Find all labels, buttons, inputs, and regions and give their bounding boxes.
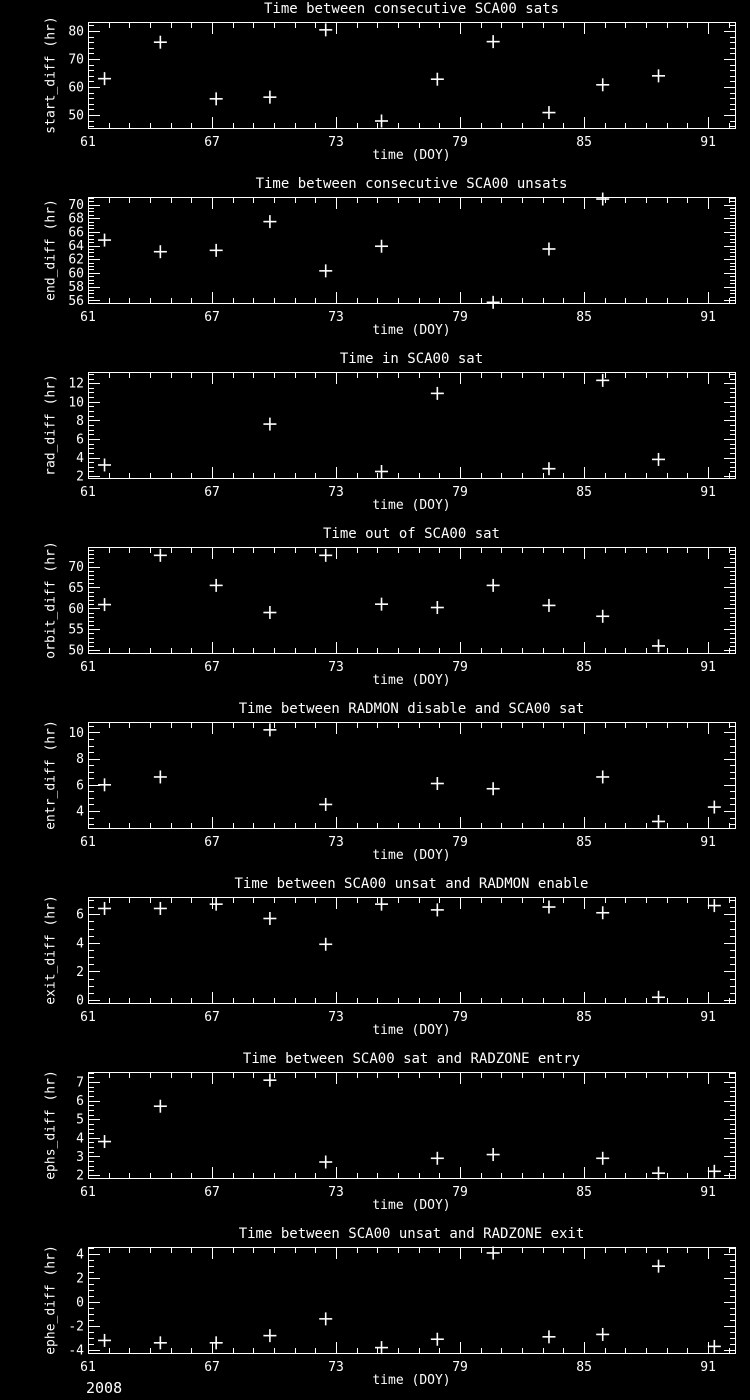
svg-text:67: 67 [204, 485, 220, 500]
x-axis-label: time (DOY) [372, 673, 451, 688]
svg-text:85: 85 [576, 1360, 592, 1375]
svg-text:10: 10 [68, 725, 84, 741]
data-point-marker [263, 91, 276, 104]
svg-text:85: 85 [576, 835, 592, 850]
data-points [98, 723, 721, 828]
data-point-marker [98, 458, 111, 471]
svg-text:64: 64 [68, 239, 84, 255]
plot-title: Time between SCA00 unsat and RADMON enable [234, 876, 589, 892]
svg-text:67: 67 [204, 1360, 220, 1375]
svg-text:79: 79 [452, 1185, 468, 1200]
data-point-marker [431, 1152, 444, 1165]
svg-text:61: 61 [80, 310, 96, 325]
svg-text:61: 61 [80, 135, 96, 150]
plot-block-ephs-diff [0, 1050, 750, 1225]
svg-text:73: 73 [328, 1185, 344, 1200]
data-point-marker [596, 770, 609, 783]
svg-text:4: 4 [76, 1247, 84, 1263]
tick-labels [68, 198, 716, 325]
axis-ticks [89, 1073, 736, 1178]
data-point-marker [319, 798, 332, 811]
data-point-marker [596, 193, 609, 206]
data-point-marker [431, 903, 444, 916]
data-point-marker [542, 901, 555, 914]
svg-text:79: 79 [452, 485, 468, 500]
svg-text:79: 79 [452, 1010, 468, 1025]
svg-text:61: 61 [80, 1360, 96, 1375]
svg-text:8: 8 [76, 752, 84, 768]
svg-text:60: 60 [68, 266, 84, 282]
svg-text:5: 5 [76, 1112, 84, 1128]
x-axis-label: time (DOY) [372, 498, 451, 513]
data-points [98, 1074, 721, 1180]
data-point-marker [210, 579, 223, 592]
data-point-marker [98, 902, 111, 915]
svg-text:91: 91 [700, 835, 716, 850]
data-point-marker [263, 1329, 276, 1342]
data-point-marker [210, 1336, 223, 1349]
svg-text:73: 73 [328, 835, 344, 850]
axes-frame [89, 548, 736, 654]
svg-text:10: 10 [68, 395, 84, 411]
svg-text:2: 2 [76, 964, 84, 980]
plot-block-entr-diff [0, 700, 750, 875]
data-point-marker [154, 549, 167, 562]
data-point-marker [652, 815, 665, 828]
plot-block-orbit-diff [0, 525, 750, 700]
svg-text:62: 62 [68, 252, 84, 268]
svg-text:58: 58 [68, 280, 84, 296]
plot-title: Time between consecutive SCA00 sats [263, 1, 559, 17]
svg-text:79: 79 [452, 660, 468, 675]
svg-text:70: 70 [68, 198, 84, 214]
axes-frame [89, 1073, 736, 1179]
data-point-marker [708, 1165, 721, 1178]
data-point-marker [375, 1341, 388, 1354]
svg-text:50: 50 [68, 108, 84, 124]
data-points [98, 193, 609, 309]
svg-text:-2: -2 [68, 1319, 84, 1335]
data-point-marker [98, 234, 111, 247]
x-axis-label: time (DOY) [372, 1023, 451, 1038]
svg-text:91: 91 [700, 310, 716, 325]
axis-ticks [89, 1248, 736, 1353]
data-point-marker [319, 23, 332, 36]
svg-text:67: 67 [204, 1010, 220, 1025]
svg-text:0: 0 [76, 993, 84, 1009]
data-point-marker [542, 599, 555, 612]
data-point-marker [98, 778, 111, 791]
data-point-marker [542, 1330, 555, 1343]
plot-title: Time between SCA00 unsat and RADZONE exit [238, 1226, 585, 1242]
svg-text:65: 65 [68, 580, 84, 596]
svg-text:60: 60 [68, 80, 84, 96]
plot-title: Time in SCA00 sat [339, 351, 484, 367]
svg-text:6: 6 [76, 907, 84, 923]
svg-text:79: 79 [452, 310, 468, 325]
data-point-marker [98, 72, 111, 85]
svg-text:4: 4 [76, 1131, 84, 1147]
x-axis-label: time (DOY) [372, 1198, 451, 1213]
axes-frame [89, 898, 736, 1004]
svg-text:55: 55 [68, 622, 84, 638]
svg-text:73: 73 [328, 485, 344, 500]
svg-text:61: 61 [80, 835, 96, 850]
data-point-marker [319, 264, 332, 277]
data-point-marker [596, 78, 609, 91]
svg-text:70: 70 [68, 560, 84, 576]
y-axis-label: exit_diff (hr) [43, 895, 59, 1005]
tick-labels [68, 1248, 716, 1375]
data-point-marker [487, 579, 500, 592]
svg-text:70: 70 [68, 52, 84, 68]
tick-labels [68, 24, 716, 150]
svg-text:91: 91 [700, 660, 716, 675]
axis-ticks [89, 723, 736, 828]
data-point-marker [708, 801, 721, 814]
data-points [98, 549, 665, 653]
x-axis-label: time (DOY) [372, 323, 451, 338]
data-point-marker [431, 73, 444, 86]
data-point-marker [652, 69, 665, 82]
svg-text:73: 73 [328, 1010, 344, 1025]
y-axis-label: rad_diff (hr) [43, 374, 59, 476]
plot-block-exit-diff [0, 875, 750, 1050]
plot-title: Time between SCA00 sat and RADZONE entry [242, 1051, 581, 1067]
data-point-marker [375, 114, 388, 127]
data-point-marker [263, 912, 276, 925]
data-point-marker [319, 1312, 332, 1325]
svg-text:85: 85 [576, 1010, 592, 1025]
svg-text:7: 7 [76, 1075, 84, 1091]
svg-text:8: 8 [76, 413, 84, 429]
svg-text:3: 3 [76, 1149, 84, 1165]
plot-title: Time between RADMON disable and SCA00 sat [238, 701, 585, 717]
data-point-marker [375, 598, 388, 611]
svg-text:0: 0 [76, 1295, 84, 1311]
svg-text:85: 85 [576, 310, 592, 325]
plot-block-end-diff [0, 175, 750, 350]
svg-text:61: 61 [80, 1185, 96, 1200]
svg-text:85: 85 [576, 485, 592, 500]
svg-text:85: 85 [576, 1185, 592, 1200]
svg-text:79: 79 [452, 135, 468, 150]
y-axis-label: entr_diff (hr) [43, 720, 59, 830]
axes-frame [89, 23, 736, 129]
data-point-marker [210, 92, 223, 105]
data-point-marker [154, 770, 167, 783]
data-point-marker [154, 36, 167, 49]
plot-title: Time between consecutive SCA00 unsats [255, 176, 568, 192]
data-point-marker [98, 1135, 111, 1148]
svg-text:4: 4 [76, 936, 84, 952]
data-point-marker [487, 1148, 500, 1161]
svg-text:91: 91 [700, 485, 716, 500]
x-axis-label: time (DOY) [372, 848, 451, 863]
data-point-marker [210, 898, 223, 911]
y-axis-label: orbit_diff (hr) [43, 541, 59, 659]
svg-text:2: 2 [76, 469, 84, 485]
svg-text:80: 80 [68, 24, 84, 40]
data-point-marker [154, 902, 167, 915]
data-point-marker [431, 601, 444, 614]
svg-text:56: 56 [68, 293, 84, 309]
data-point-marker [708, 1340, 721, 1353]
data-point-marker [431, 1333, 444, 1346]
data-point-marker [652, 1167, 665, 1180]
svg-text:-4: -4 [68, 1343, 84, 1359]
svg-text:67: 67 [204, 310, 220, 325]
data-point-marker [596, 374, 609, 387]
data-point-marker [431, 387, 444, 400]
data-points [98, 1246, 721, 1354]
data-point-marker [154, 245, 167, 258]
y-axis-label: ephe_diff (hr) [43, 1245, 59, 1355]
svg-text:12: 12 [68, 376, 84, 392]
data-point-marker [154, 1336, 167, 1349]
data-point-marker [319, 549, 332, 562]
plot-block-start-diff [0, 0, 750, 175]
svg-text:67: 67 [204, 660, 220, 675]
data-point-marker [319, 938, 332, 951]
data-point-marker [652, 639, 665, 652]
axis-ticks [89, 373, 736, 478]
data-point-marker [652, 991, 665, 1004]
y-axis-label: ephs_diff (hr) [43, 1070, 59, 1180]
data-point-marker [596, 1152, 609, 1165]
svg-text:73: 73 [328, 660, 344, 675]
svg-text:85: 85 [576, 135, 592, 150]
data-point-marker [98, 598, 111, 611]
svg-text:61: 61 [80, 1010, 96, 1025]
svg-text:73: 73 [328, 1360, 344, 1375]
data-point-marker [431, 777, 444, 790]
data-point-marker [154, 1100, 167, 1113]
x-axis-label: time (DOY) [372, 148, 451, 163]
tick-labels [68, 377, 716, 500]
axis-ticks [89, 898, 736, 1003]
svg-text:91: 91 [700, 1010, 716, 1025]
data-point-marker [487, 296, 500, 309]
tick-labels [76, 1076, 716, 1200]
svg-text:91: 91 [700, 1360, 716, 1375]
data-point-marker [708, 899, 721, 912]
svg-text:2: 2 [76, 1168, 84, 1184]
data-point-marker [487, 1246, 500, 1259]
svg-text:67: 67 [204, 835, 220, 850]
data-point-marker [210, 244, 223, 257]
tick-labels [68, 726, 716, 850]
data-point-marker [375, 465, 388, 478]
axes-frame [89, 373, 736, 479]
axes-frame [89, 198, 736, 304]
data-point-marker [652, 453, 665, 466]
svg-text:6: 6 [76, 432, 84, 448]
svg-text:66: 66 [68, 225, 84, 241]
axes-frame [89, 723, 736, 829]
x-axis-label: time (DOY) [372, 1373, 451, 1388]
svg-text:68: 68 [68, 211, 84, 227]
data-point-marker [542, 106, 555, 119]
data-point-marker [596, 610, 609, 623]
svg-text:6: 6 [76, 778, 84, 794]
svg-text:79: 79 [452, 835, 468, 850]
axis-ticks [89, 198, 736, 303]
axis-ticks [89, 23, 736, 128]
tick-labels [68, 560, 716, 675]
svg-text:73: 73 [328, 135, 344, 150]
plot-title: Time out of SCA00 sat [322, 526, 500, 542]
data-point-marker [375, 898, 388, 911]
y-axis-label: end_diff (hr) [43, 199, 59, 301]
data-point-marker [263, 606, 276, 619]
data-points [98, 374, 665, 478]
data-point-marker [487, 782, 500, 795]
data-points [98, 23, 665, 127]
data-point-marker [596, 906, 609, 919]
svg-text:4: 4 [76, 451, 84, 467]
axis-ticks [89, 548, 736, 653]
svg-text:91: 91 [700, 1185, 716, 1200]
data-point-marker [98, 1334, 111, 1347]
tick-labels [76, 908, 716, 1025]
svg-text:73: 73 [328, 310, 344, 325]
svg-text:2: 2 [76, 1271, 84, 1287]
data-point-marker [319, 1156, 332, 1169]
plot-block-rad-diff [0, 350, 750, 525]
year-label: 2008 [86, 1379, 123, 1397]
svg-text:67: 67 [204, 1185, 220, 1200]
axes-frame [89, 1248, 736, 1354]
data-points [98, 898, 721, 1004]
data-point-marker [263, 215, 276, 228]
svg-text:50: 50 [68, 643, 84, 659]
svg-text:61: 61 [80, 485, 96, 500]
svg-text:6: 6 [76, 1094, 84, 1110]
data-point-marker [652, 1260, 665, 1273]
data-point-marker [542, 242, 555, 255]
svg-text:85: 85 [576, 660, 592, 675]
svg-text:91: 91 [700, 135, 716, 150]
svg-text:4: 4 [76, 804, 84, 820]
y-axis-label: start_diff (hr) [43, 16, 59, 134]
svg-text:61: 61 [80, 660, 96, 675]
svg-text:79: 79 [452, 1360, 468, 1375]
data-point-marker [263, 418, 276, 431]
svg-text:60: 60 [68, 601, 84, 617]
plot-block-ephe-diff [0, 1225, 750, 1400]
data-point-marker [596, 1328, 609, 1341]
data-point-marker [375, 240, 388, 253]
svg-text:67: 67 [204, 135, 220, 150]
data-point-marker [487, 35, 500, 48]
data-point-marker [542, 462, 555, 475]
